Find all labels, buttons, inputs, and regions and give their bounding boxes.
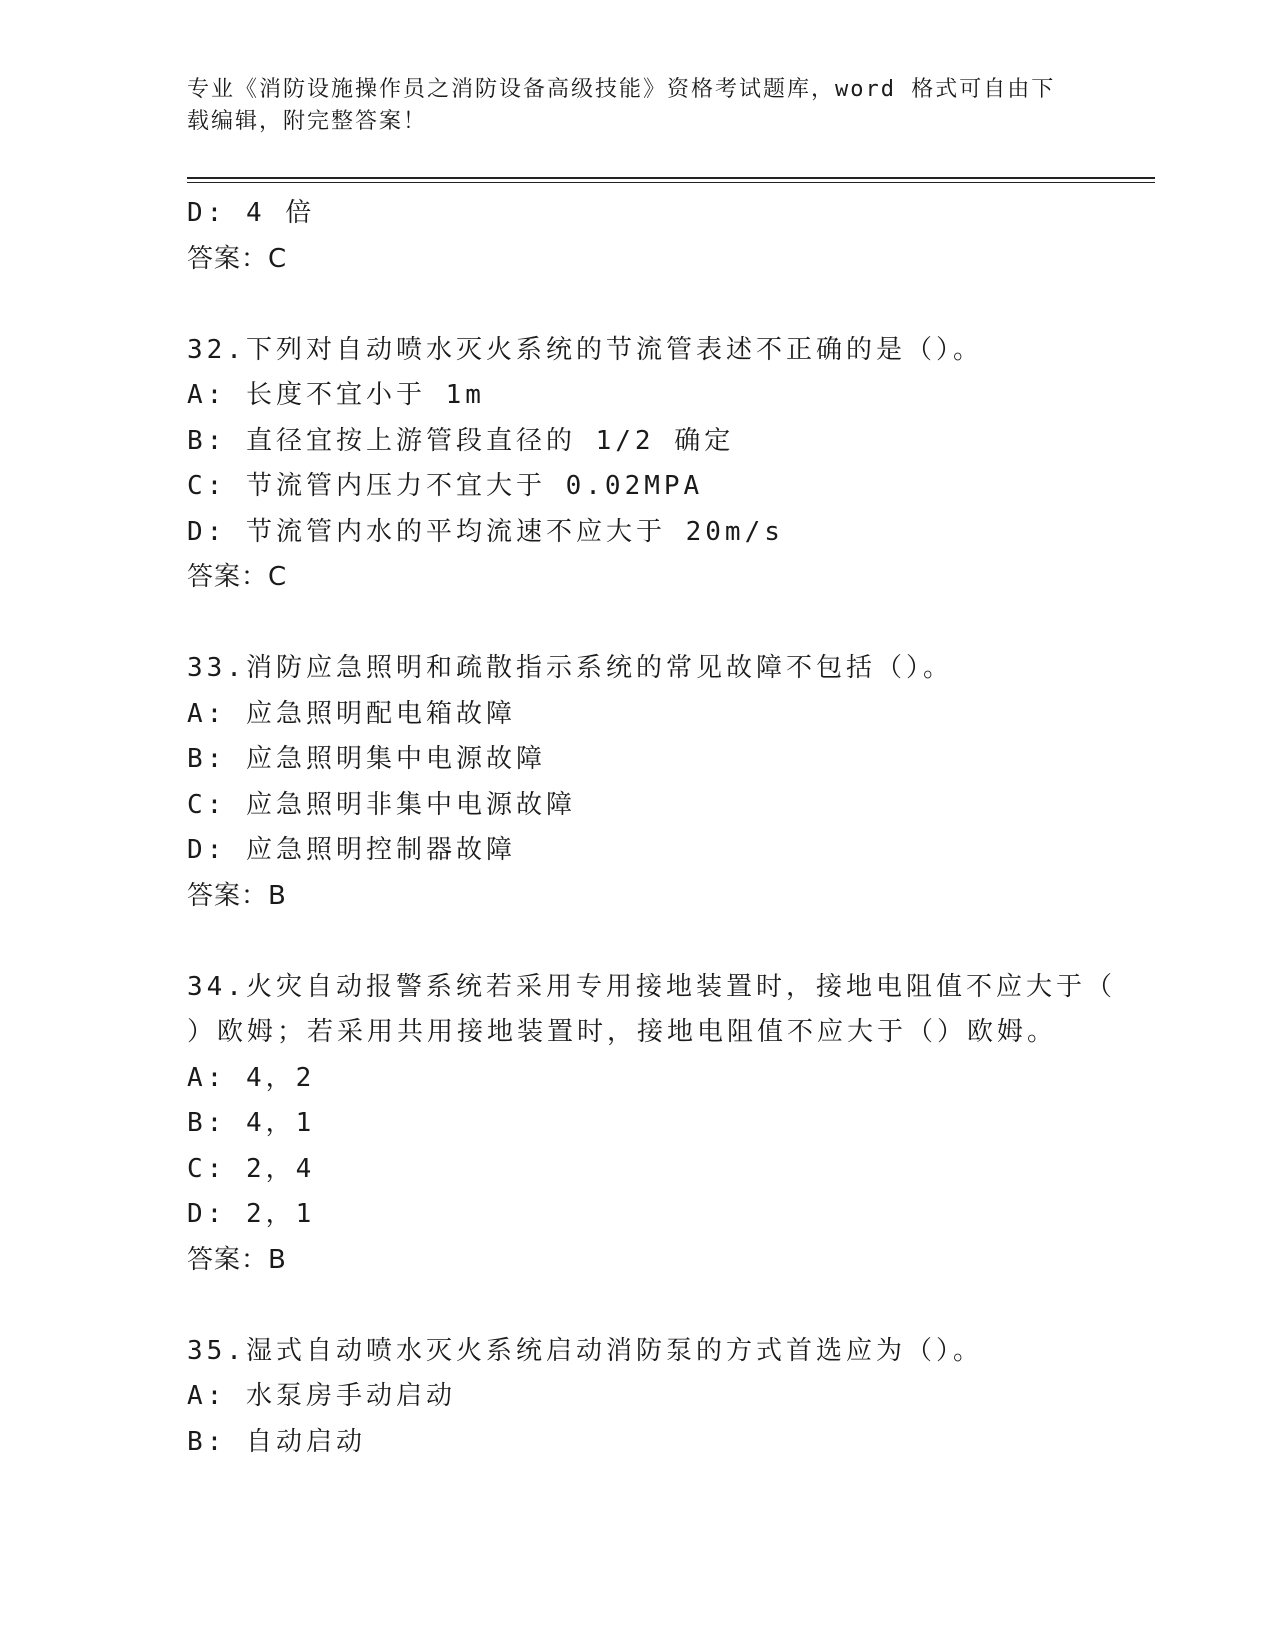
answer: 答案：C (187, 562, 288, 592)
question-stem-line-2: ）欧姆；若采用共用接地装置时，接地电阻值不应大于（）欧姆。 (187, 1017, 1058, 1047)
document-header (187, 74, 1067, 138)
spacer (187, 601, 1155, 647)
option-b: B: 直径宜按上游管段直径的 1/2 确定 (187, 425, 735, 456)
option-d: D: 应急照明控制器故障 (187, 835, 516, 865)
option-a: A: 应急照明配电箱故障 (187, 698, 516, 729)
answer: 答案：B (187, 880, 287, 911)
option-d: D: 节流管内水的平均流速不应大于 20m/s (187, 516, 784, 547)
question-stem-line-1: 34.火灾自动报警系统若采用专用接地装置时，接地电阻值不应大于（ (187, 971, 1116, 1002)
header-rule-thick (187, 177, 1155, 179)
header-rule-thin (187, 182, 1155, 183)
spacer (187, 282, 1155, 328)
question-32 (187, 328, 1155, 601)
document-body (187, 191, 1155, 1465)
answer: 答案：C (187, 243, 288, 274)
option-b: B: 4，1 (187, 1108, 316, 1138)
option-a: A: 长度不宜小于 1m (187, 380, 485, 410)
question-35 (187, 1329, 1155, 1466)
option-d: D: 2，1 (187, 1199, 316, 1229)
option-b: B: 自动启动 (187, 1426, 366, 1457)
option-b: B: 应急照明集中电源故障 (187, 744, 546, 774)
question-31-tail (187, 191, 1155, 282)
option-a: A: 4，2 (187, 1062, 316, 1093)
question-34 (187, 965, 1155, 1284)
option-c: C: 应急照明非集中电源故障 (187, 789, 576, 820)
option-d: D: 4 倍 (187, 198, 316, 228)
question-stem: 33.消防应急照明和疏散指示系统的常见故障不包括（）。 (187, 653, 953, 683)
spacer (187, 1283, 1155, 1329)
option-c: C: 2，4 (187, 1153, 316, 1184)
answer: 答案：B (187, 1244, 287, 1275)
question-stem: 32.下列对自动喷水灭火系统的节流管表述不正确的是（）。 (187, 334, 983, 365)
question-33 (187, 646, 1155, 919)
header-line-2: 载编辑，附完整答案！ (187, 109, 428, 134)
spacer (187, 919, 1155, 965)
question-stem: 35.湿式自动喷水灭火系统启动消防泵的方式首选应为（）。 (187, 1335, 983, 1366)
option-c: C: 节流管内压力不宜大于 0.02MPA (187, 471, 704, 501)
header-line-1: 专业《消防设施操作员之消防设备高级技能》资格考试题库，word 格式可自由下 (187, 77, 1056, 102)
option-a: A: 水泵房手动启动 (187, 1381, 456, 1411)
